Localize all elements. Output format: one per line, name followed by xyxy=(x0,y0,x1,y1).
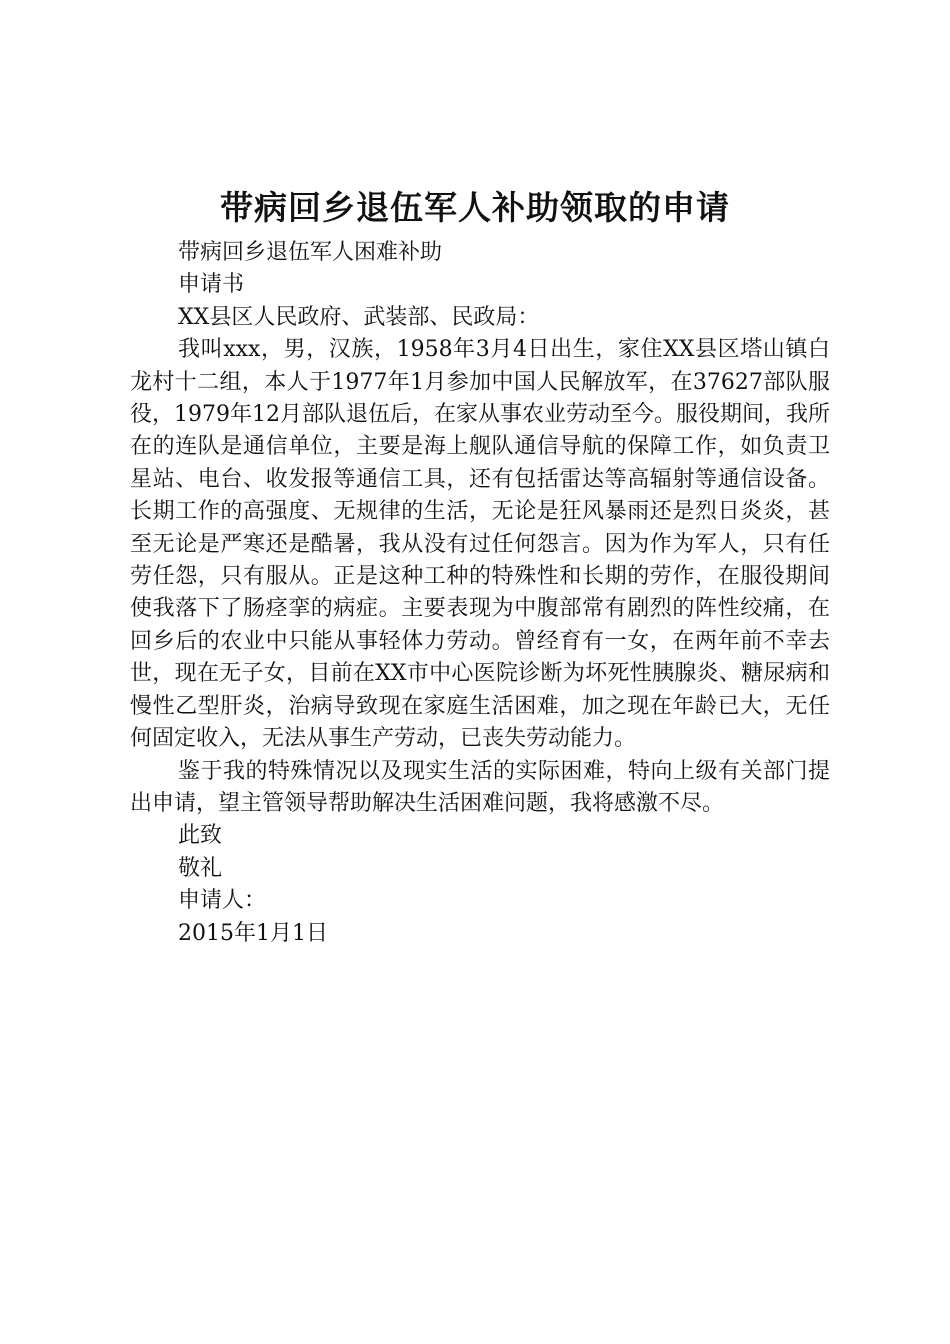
body-paragraph-2: 鉴于我的特殊情况以及现实生活的实际困难，特向上级有关部门提出申请，望主管领导帮助解决生活困难问题，我将感激不尽。 xyxy=(130,758,830,816)
body-paragraph-1: 我叫xxx，男，汉族，1958年3月4日出生，家住XX县区塔山镇白龙村十二组，本人于1977年1月参加中国人民解放军，在37627部队服役，1979年12月部队退伍后，在家从事农业劳动至今。服役期间，我所在的连队是通信单位，主要是海上舰队通信导航的保障工作，如负责卫星站、电台、收发报等通信工具，还有包括雷达等高辐射等通信设备。长期工作的高强度、无规律的生活，无论是狂风暴雨还是烈日炎炎，甚至无论是严寒还是酷暑，我从没有过任何怨言。因为作为军人，只有任劳任怨，只有服从。正是这种工种的特殊性和长期的劳作，在服役期间使我落下了肠痉挛的病症。主要表现为中腹部常有剧烈的阵性绞痛，在回乡后的农业中只能从事轻体力劳动。曾经育有一女，在两年前不幸去世，现在无子女，目前在XX市中心医院诊断为坏死性胰腺炎、糖尿病和慢性乙型肝炎，治病导致现在家庭生活困难，加之现在年龄已大，无任何固定收入，无法从事生产劳动，已丧失劳动能力。 xyxy=(130,337,830,752)
closing-line-2: 敬礼 xyxy=(178,855,223,881)
document-title: 带病回乡退伍军人补助领取的申请 xyxy=(220,188,730,227)
applicant-label: 申请人： xyxy=(178,888,267,914)
addressee: XX县区人民政府、武装部、民政局： xyxy=(178,304,540,330)
application-date: 2015年1月1日 xyxy=(178,920,328,946)
closing-line-1: 此致 xyxy=(178,823,223,849)
document-body xyxy=(130,237,830,950)
subtitle-line-1: 带病回乡退伍军人困难补助 xyxy=(178,240,443,265)
subtitle-line-2: 申请书 xyxy=(178,272,245,298)
